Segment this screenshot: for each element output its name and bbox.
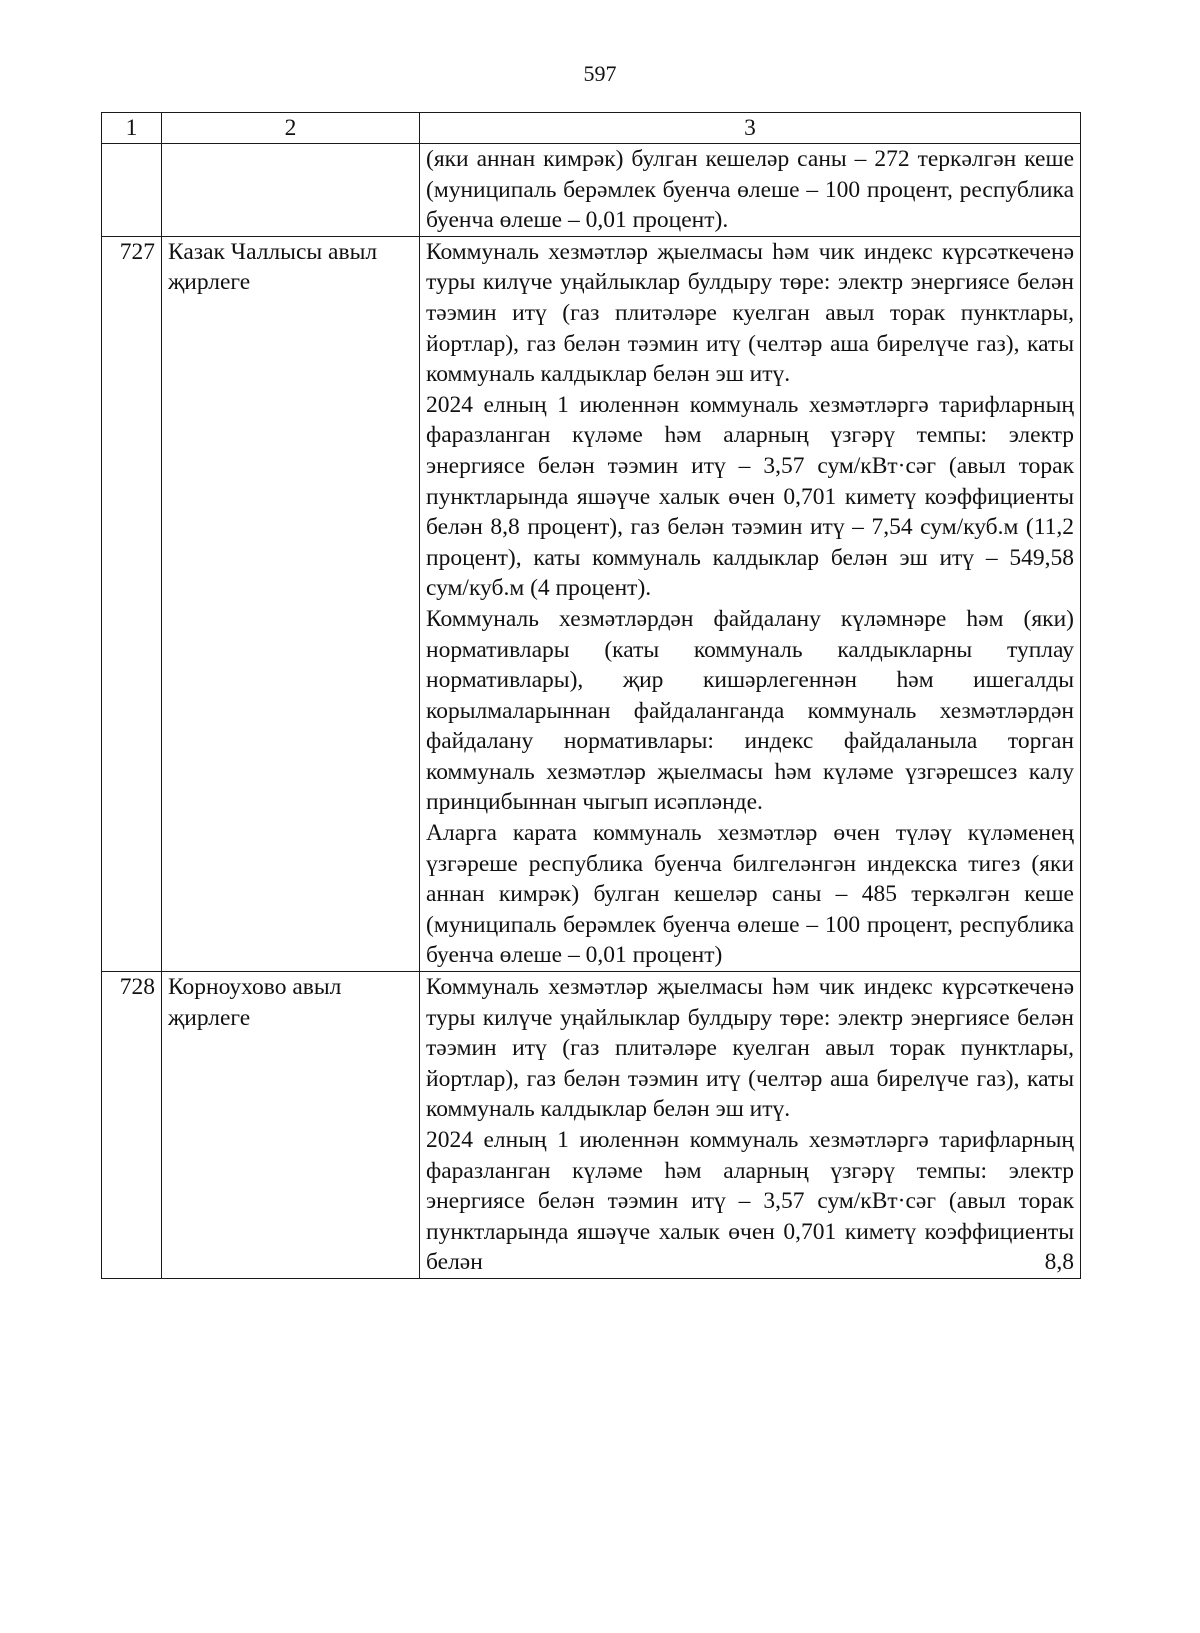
row-name-cell: Казак Чаллысы авыл җирлеге — [162, 236, 420, 971]
description-paragraph: Коммуналь хезмәтләр җыелмасы һәм чик индекс күрсәткеченә туры килүче уңайлыклар булдыру төре: электр энергиясе белән тәэмин итү (газ плитәләре куелган авыл торак пунктлары, йортлар), газ белән тәэмин итү (челтәр аша бирелүче газ), каты коммуналь калдыклар белән эш итү. — [426, 238, 1074, 388]
row-description-cell — [420, 236, 1081, 971]
row-name-cell: Корноухово авыл җирлеге — [162, 972, 420, 1279]
row-number-cell: 727 — [102, 236, 162, 971]
header-column-name: 2 — [162, 113, 420, 144]
row-description-cell — [420, 972, 1081, 1279]
description-paragraph: Коммуналь хезмәтләр җыелмасы һәм чик индекс күрсәткеченә туры килүче уңайлыклар булдыру төре: электр энергиясе белән тәэмин итү (газ плитәләре куелган авыл торак пунктлары, йортлар), газ белән тәэмин итү (челтәр аша бирелүче газ), каты коммуналь калдыклар белән эш итү. — [426, 974, 1074, 1123]
document-table — [101, 112, 1081, 1279]
row-number-cell — [102, 144, 162, 237]
table-row-727 — [102, 236, 1081, 971]
table-header-row — [102, 113, 1081, 144]
header-column-number: 1 — [102, 113, 162, 144]
table-row-continuation — [102, 144, 1081, 237]
description-paragraph: 2024 елның 1 июленнән коммуналь хезмәтләргә тарифларның фаразланган күләме һәм аларның үзгәрү темпы: электр энергиясе белән тәэмин итү – 3,57 сум/кВт·сәг (авыл торак пунктларында яшәүче халык өчен 0,701 киметү коэффициенты белән 8,8 — [426, 1127, 1074, 1276]
page-number: 597 — [583, 61, 617, 86]
row-name-cell — [162, 144, 420, 237]
header-column-description: 3 — [420, 113, 1081, 144]
description-paragraph: 2024 елның 1 июленнән коммуналь хезмәтләргә тарифларның фаразланган күләме һәм аларның үзгәрү темпы: электр энергиясе белән тәэмин итү – 3,57 сум/кВт·сәг (авыл торак пунктларында яшәүче халык өчен 0,701 киметү коэффициенты белән 8,8 процент), газ белән тәэмин итү – 7,54 сум/куб.м (11,2 процент), каты коммуналь калдыклар белән эш итү – 549,58 сум/куб.м (4 процент). — [426, 391, 1074, 602]
row-number-cell: 728 — [102, 972, 162, 1279]
description-paragraph: Аларга карата коммуналь хезмәтләр өчен түләү күләменең үзгәреше республика буенча билгеләнгән индекска тигез (яки аннан кимрәк) булган кешеләр саны – 485 теркәлгән кеше (муниципаль берәмлек буенча өлеше – 100 процент, республика буенча өлеше – 0,01 процент) — [426, 820, 1074, 969]
table-row-728 — [102, 972, 1081, 1279]
row-description-cell — [420, 144, 1081, 237]
description-paragraph: Коммуналь хезмәтләрдән файдалану күләмнәре һәм (яки) нормативлары (каты коммуналь калдыкларны туплау нормативлары), җир кишәрлегеннән һәм ишегалды корылмаларыннан файдаланганда коммуналь хезмәтләрдән файдалану нормативлары: индекс файдаланыла торган коммуналь хезмәтләр җыелмасы һәм күләме үзгәрешсез калу принцибыннан чыгып исәпләнде. — [426, 605, 1074, 816]
description-paragraph: (яки аннан кимрәк) булган кешеләр саны – 272 теркәлгән кеше (муниципаль берәмлек буенча өлеше – 100 процент, республика буенча өлеше – 0,01 процент). — [426, 146, 1074, 234]
